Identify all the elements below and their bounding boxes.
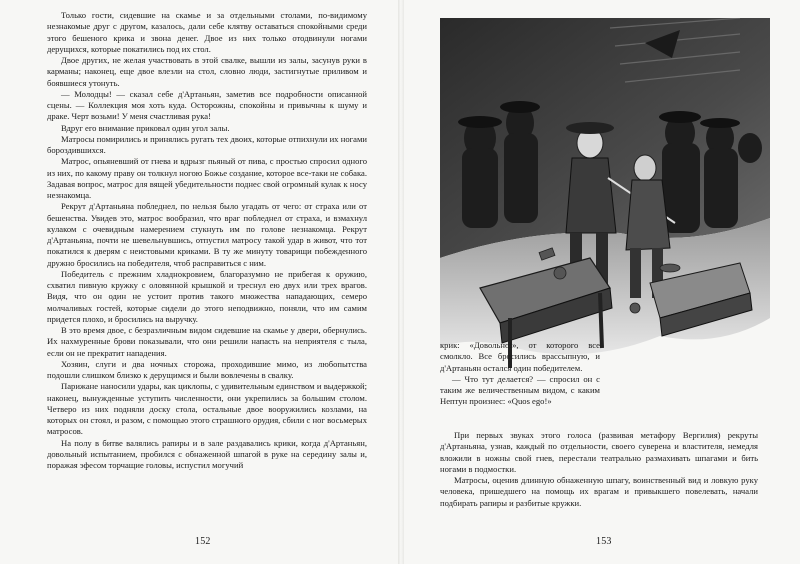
paragraph: Матросы помирились и принялись ругать тех двоих, которые отпихнули их ногами бороздившихся. bbox=[47, 133, 367, 155]
paragraph: Двое других, не желая участвовать в этой свалке, вышли из залы, засунув руки в карманы; наконец, еще двое влезли на стол, словно люди, застигнутые приливом и боявшиеся утонуть. bbox=[47, 55, 367, 88]
paragraph: — Что тут делается? — спросил он с таким же величественным видом, с каким Нептун произнес: «Quos ego!» bbox=[440, 373, 600, 407]
paragraph: На полу в битве валялись рапиры и в зале раздавались крики, когда д'Артаньян, довольный испытанием, пробился с обнаженной шпагой в руке на середину залы и, поражая эфесом торчащие головы, испустил могучий bbox=[47, 437, 367, 470]
caption-text bbox=[440, 340, 600, 408]
paragraph: Парижане наносили удары, как циклопы, с удивительным единством и выдержкой; наконец, вынужденные уступить численности, они укрепились за большим столом. Четверо из них подняли доску стола, остальные двое вооружились козлами, на которых он стоял, и разом, с помощью этого страшного орудия, сбили с ног восьмерых матросов. bbox=[47, 381, 367, 437]
right-page bbox=[404, 0, 800, 564]
paragraph: Рекрут д'Артаньяна побледнел, по нельзя было угадать от чего: от страха или от бешенства. Увидев это, матрос вообразил, что враг побледнел от страха, и взмахнул кулаком с очевидным намерением стукнуть им по голове незнакомца. Рекрут д'Артаньяна, почти не шевельнувшись, отпустил матросу такой удар в живот, что тот покатился к дверям с неистовыми криками. В ту же минуту товарищи побежденного дружно бросились на победителя, чтоб расправиться с ним. bbox=[47, 201, 367, 268]
tavern-brawl-illustration bbox=[440, 18, 770, 376]
paragraph: Матрос, опьяневший от гнева и вдрызг пьяный от пива, с простью спросил одного из них, по какому праву он толкнул ногою Божье создание, которое все-таки не собака. Задавая вопрос, матрос для вящей убедительности поднес свой огромный кулак к носу незнакомца. bbox=[47, 156, 367, 200]
left-page bbox=[0, 0, 398, 564]
right-page-text bbox=[440, 430, 758, 509]
paragraph: Вдруг его внимание приковал один угол залы. bbox=[61, 122, 230, 133]
paragraph: Только гости, сидевшие на скамье и за отдельными столами, по-видимому незнакомые друг с другом, казалось, дали себе клятву оставаться спокойными среди этого бешеного крика и звона денег. Двое из них только отодвинули ногами дерущихся, которые покатились под их стол. bbox=[47, 10, 367, 54]
page-number-left: 152 bbox=[195, 536, 211, 547]
paragraph: Матросы, оценив длинную обнаженную шпагу, воинственный вид и ловкую руку человека, пришедшего на помощь их врагам и привыкшего повелевать, начали подбирать рапиры и разбитые кружки. bbox=[440, 475, 758, 508]
paragraph: Хозяин, слуги и два ночных сторожа, проходившие мимо, из любопытства подошли слишком близко к дерущимся и были вовлечены в свалку. bbox=[47, 358, 367, 380]
paragraph: — Молодцы! — сказал себе д'Артаньян, заметив все подробности описанной сцены. — Коллекция моя хоть куда. Осторожны, спокойны и привычны к шуму и драке. Черт возьми! У меня счастливая рука! bbox=[47, 88, 367, 122]
paragraph: крик: «Довольно!», от которого все смолкло. Все бросились врассыпную, и д'Артаньян остался один победителем. bbox=[440, 340, 600, 373]
paragraph: При первых звуках этого голоса (развивая метафору Вергилия) рекруты д'Артаньяна, узнав, каждый по отдельности, своего суверена и властителя, немедля вложили в ножны свой гнев, перестали театрально размахивать шпагами и бить ногами в подмостки. bbox=[440, 430, 758, 474]
page-number-right: 153 bbox=[596, 536, 612, 547]
paragraph: В это время двое, с безразличным видом сидевшие на скамье у двери, обернулись. Их нахмуренные брови показывали, что они решили напасть на неприятеля с тыла, если он не прекратит нападения. bbox=[47, 325, 367, 358]
paragraph: Победитель с прежним хладнокровием, благоразумно не прибегая к оружию, схватил пивную кружку с оловянной крышкой и треснул ею двух или трех врагов. Видя, что он один не устоит против такого множества нападающих, семеро молчаливых гостей, которые сидели до этого неподвижно, поняли, что им самим придется плохо, и бросились на выручку. bbox=[47, 268, 367, 324]
left-page-text bbox=[47, 10, 367, 471]
